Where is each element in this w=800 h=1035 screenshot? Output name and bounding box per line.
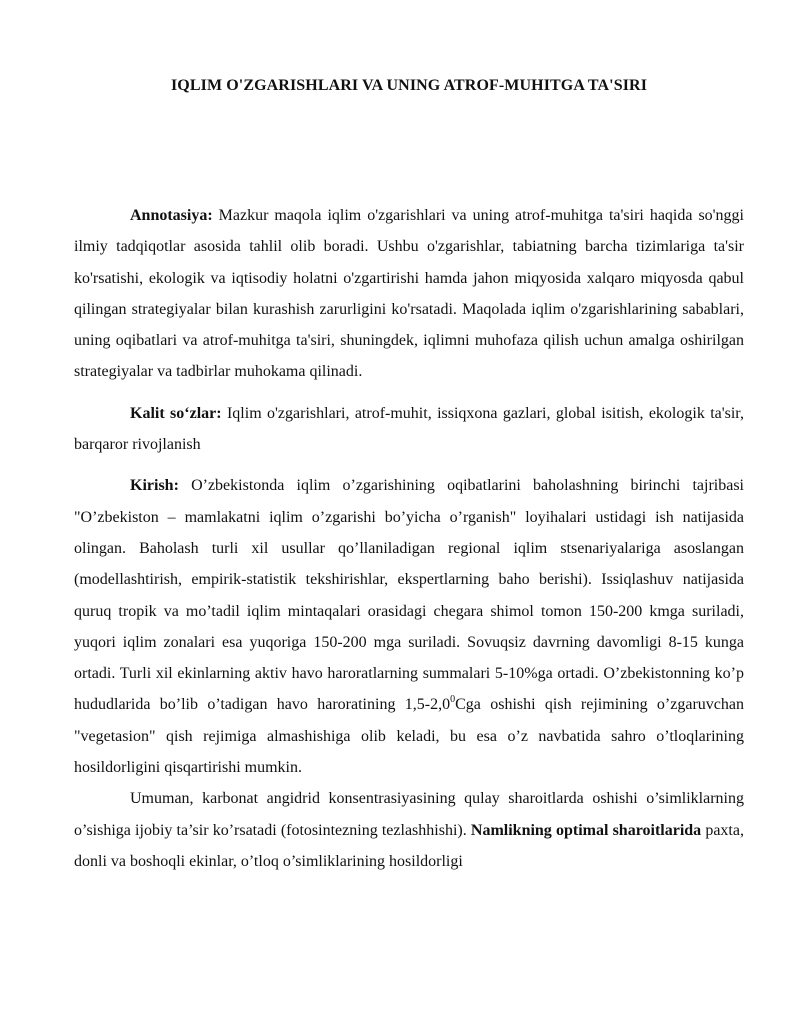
general-text: Umuman, karbonat angidrid konsentrasiyasining qulay sharoitlarda oshishi o’simliklarning o’sishiga ijobiy ta’sir ko’rsatadi (fotosintezning tezlashhishi).: [74, 790, 744, 839]
introduction-paragraph: [74, 470, 744, 783]
general-bold-text: Namlikning optimal sharoitlarida: [470, 821, 702, 839]
introduction-label: Kirish:: [130, 477, 179, 495]
introduction-text-continued: Cga oshishi qish rejimining o’zgaruvchan "vegetasion" qish rejimiga almashishiga olib keladi, bu esa o’z navbatida sahro o’tloqlarining hosildorligini qisqartirishi mumkin.: [74, 696, 744, 777]
annotation-paragraph: [74, 200, 744, 388]
keywords-text: Iqlim o'zgarishlari, atrof-muhit, issiqxona gazlari, global isitish, ekologik ta'sir, barqaror rivojlanish: [74, 404, 744, 454]
general-text-continued: paxta, donli va boshoqli ekinlar, o’tloq o’simliklarining hosildorligi: [74, 821, 744, 870]
keywords-paragraph: [74, 398, 744, 461]
keywords-label: Kalit so‘zlar:: [130, 404, 222, 422]
annotation-label: Annotasiya:: [130, 207, 213, 224]
annotation-text: Mazkur maqola iqlim o'zgarishlari va uning atrof-muhitga ta'siri haqida so'nggi ilmiy tadqiqotlar asosida tahlil olib boradi. Ushbu o'zgarishlar, tabiatning barcha tizimlariga ta'sir ko'rsatishi, ekologik va iqtisodiy holatni o'zgartirishi hamda jahon miqyosida xalqaro miqyosda qabul qilingan strategiyalar bilan kurashish zarurligini ko'rsatadi. Maqolada iqlim o'zgarishlarining sabablari, uning oqibatlari va atrof-muhitga ta'siri, shuningdek, iqlimni muhofaza qilish uchun amalga oshirilgan strategiyalar va tadbirlar muhokama qilinadi.: [74, 207, 744, 381]
document-title: IQLIM O'ZGARISHLARI VA UNING ATROF-MUHITGA TA'SIRI: [170, 77, 648, 94]
introduction-text: O’zbekistonda iqlim o’zgarishining oqibatlarini baholashning birinchi tajribasi "O’zbekiston – mamlakatni iqlim o’zgarishi bo’yicha o’rganish" loyihalari ustidagi ish natijasida olingan. Baholash turli xil usullar qo’llaniladigan regional iqlim stsenariyalariga asoslangan (modellashtirish, empirik-statistik tekshirishlar, ekspertlarning baho berishi). Issiqlashuv natijasida quruq tropik va mo’tadil iqlim mintaqalari orasidagi chegara shimol tomon 150-200 kmga suriladi, yuqori iqlim zonalari esa yuqoriga 150-200 mga suriladi. Sovuqsiz davrning davomligi 8-15 kunga ortadi. Turli xil ekinlarning aktiv havo haroratlarning summalari 5-10%ga ortadi. O’zbekistonning ko’p hududlarida bo’lib o’tadigan havo haroratining 1,5-2,0: [74, 477, 744, 714]
degree-superscript: 0: [450, 694, 456, 706]
general-paragraph: [74, 783, 744, 877]
